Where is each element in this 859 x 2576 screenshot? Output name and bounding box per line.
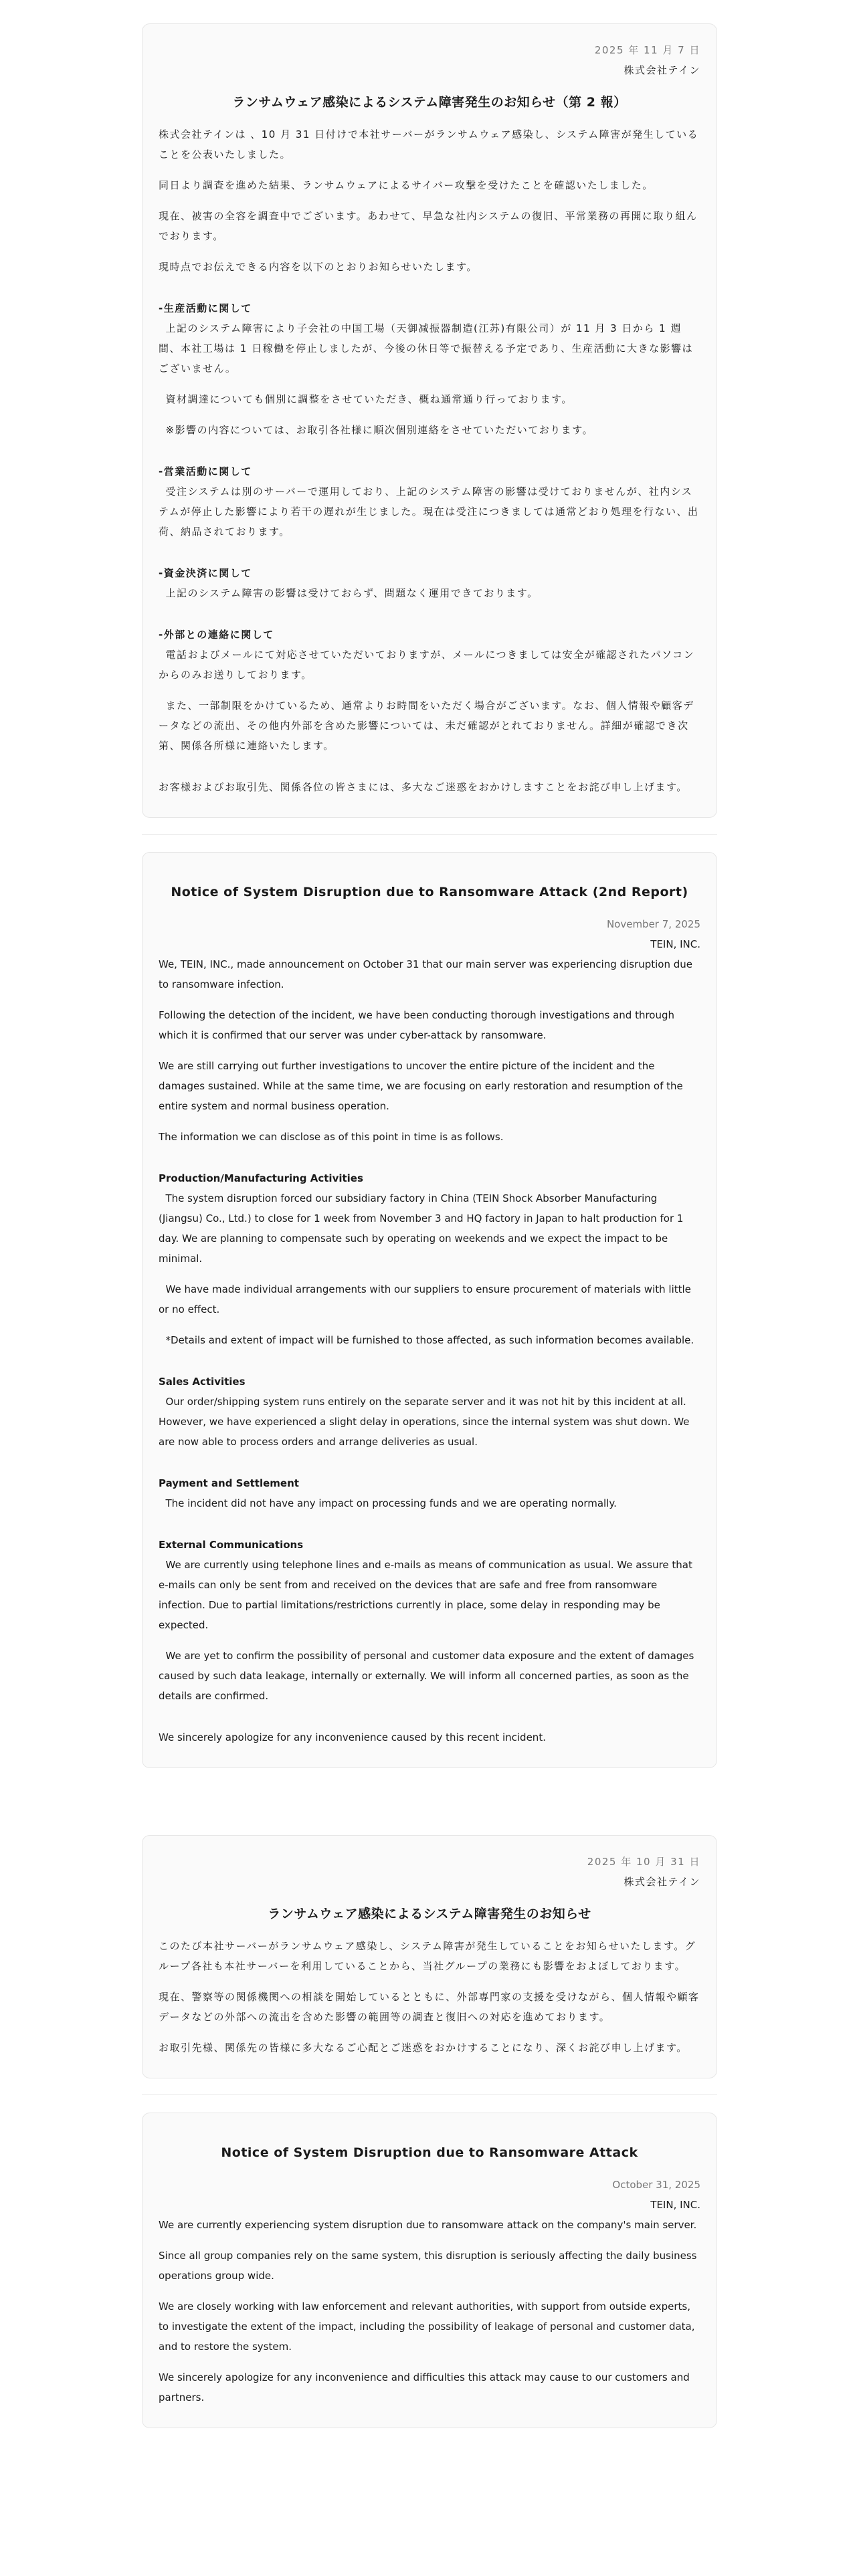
notice-card-ja — [142, 23, 717, 818]
notice-date: October 31, 2025 — [612, 2179, 700, 2191]
notice-section — [159, 1535, 700, 1706]
section-heading: External Communications — [159, 1539, 304, 1551]
intro-paragraph: We sincerely apologize for any inconvenience and difficulties this attack may cause to our customers and partners. — [159, 2371, 690, 2403]
notice-date: 2025 年 11 月 7 日 — [594, 44, 700, 56]
section-paragraph: We have made individual arrangements with our suppliers to ensure procurement of materials with little or no effect. — [159, 1283, 691, 1315]
notice-date: November 7, 2025 — [606, 918, 700, 930]
company-name: TEIN, INC. — [650, 2199, 700, 2211]
notices-page — [142, 0, 717, 2428]
section-paragraph: The system disruption forced our subsidiary factory in China (TEIN Shock Absorber Manufacturing (Jiangsu) Co., Ltd.) to close for 1 week from November 3 and HQ factory in Japan to halt production for 1 day. We are planning to compensate such by operating on weekends and we expect the impact to be minimal. — [159, 1192, 684, 1265]
notice-title: Notice of System Disruption due to Ransomware Attack (2nd Report) — [171, 885, 688, 899]
intro-paragraph: 株式会社テインは 、10 月 31 日付けで本社サーバーがランサムウェア感染し、システム障害が発生していることを公表いたしました。 — [159, 128, 699, 160]
intro-paragraph: The information we can disclose as of this point in time is as follows. — [159, 1131, 504, 1143]
intro-paragraph: We are closely working with law enforcement and relevant authorities, with support from outside experts, to investigate the extent of the impact, including the possibility of leakage of personal and customer data, and to restore the system. — [159, 2300, 695, 2353]
section-paragraph: 電話およびメールにて対応させていただいておりますが、メールにつきましては安全が確認されたパソコンからのみお送りしております。 — [159, 649, 695, 681]
section-heading: -営業活動に関して — [159, 465, 252, 477]
company-name: 株式会社テイン — [624, 64, 700, 76]
notice-title: Notice of System Disruption due to Ransomware Attack — [221, 2145, 638, 2160]
intro-paragraph: このたび本社サーバーがランサムウェア感染し、システム障害が発生していることをお知らせいたします。グループ各社も本社サーバーを利用していることから、当社グループの業務にも影響をおよぼしております。 — [159, 1940, 696, 1972]
notice-section — [159, 298, 700, 440]
section-paragraph: The incident did not have any impact on processing funds and we are operating normally. — [165, 1497, 617, 1509]
closing-paragraph: お客様およびお取引先、関係各位の皆さまには、多大なご迷惑をおかけしますことをお詫び申し上げます。 — [159, 781, 688, 793]
section-heading: -資金決済に関して — [159, 567, 252, 579]
section-paragraph: 受注システムは別のサーバーで運用しており、上記のシステム障害の影響は受けておりませんが、社内システムが停止した影響により若干の遅れが生じました。現在は受注につきましては通常どおり処理を行ない、出荷、納品されております。 — [159, 486, 699, 538]
notice-meta — [159, 1852, 700, 1892]
closing-paragraph: We sincerely apologize for any inconvenience caused by this recent incident. — [159, 1731, 546, 1743]
notice-section — [159, 1473, 700, 1513]
intro-paragraph: Following the detection of the incident, we have been conducting thorough investigations and through which it is confirmed that our server was under cyber-attack by ransomware. — [159, 1009, 675, 1041]
notice-section — [159, 1168, 700, 1350]
notice-meta — [159, 40, 700, 80]
notice-section — [159, 461, 700, 542]
section-heading: Payment and Settlement — [159, 1477, 299, 1489]
notice-card-en — [142, 852, 717, 1768]
notice-title: ランサムウェア感染によるシステム障害発生のお知らせ — [268, 1907, 591, 1921]
notice-title: ランサムウェア感染によるシステム障害発生のお知らせ（第 2 報） — [232, 95, 627, 110]
section-paragraph: 上記のシステム障害により子会社の中国工場（天御减振器制造(江苏)有限公司）が 11 月 3 日から 1 週間、本社工場は 1 日稼働を停止しましたが、今後の休日等で振替える予定であり、生産活動に大きな影響はございません。 — [159, 322, 694, 374]
notice-date: 2025 年 10 月 31 日 — [587, 1856, 700, 1868]
section-paragraph: We are yet to confirm the possibility of personal and customer data exposure and the extent of damages caused by such data leakage, internally or externally. We will inform all concerned parties, as soon as the details are confirmed. — [159, 1650, 694, 1702]
divider — [142, 834, 717, 835]
notice-section — [159, 1372, 700, 1452]
notice-card-ja — [142, 1835, 717, 2078]
section-paragraph: また、一部制限をかけているため、通常よりお時間をいただく場合がございます。なお、個人情報や顧客データなどの流出、その他内外部を含めた影響については、未だ確認がとれておりません。詳細が確認でき次第、関係各所様に連絡いたします。 — [159, 700, 694, 752]
notice-meta — [159, 914, 700, 954]
section-heading: -生産活動に関して — [159, 302, 252, 314]
notice-card-en — [142, 2113, 717, 2428]
section-paragraph: We are currently using telephone lines and e-mails as means of communication as usual. We assure that e-mails can only be sent from and received on the devices that are safe and free from ransomware infection. Due to partial limitations/restrictions currently in place, some delay in responding may be expected. — [159, 1559, 692, 1631]
intro-paragraph: 同日より調査を進めた結果、ランサムウェアによるサイバー攻撃を受けたことを確認いたしました。 — [159, 179, 654, 191]
intro-paragraph: お取引先様、関係先の皆様に多大なるご心配とご迷惑をおかけすることになり、深くお詫び申し上げます。 — [159, 2042, 688, 2054]
section-paragraph: ※影響の内容については、お取引各社様に順次個別連絡をさせていただいております。 — [165, 424, 594, 436]
intro-paragraph: We, TEIN, INC., made announcement on October 31 that our main server was experiencing disruption due to ransomware infection. — [159, 958, 692, 990]
spacer — [142, 1768, 717, 1835]
intro-paragraph: We are currently experiencing system disruption due to ransomware attack on the company's main server. — [159, 2219, 697, 2231]
intro-paragraph: 現時点でお伝えできる内容を以下のとおりお知らせいたします。 — [159, 261, 478, 273]
section-paragraph: *Details and extent of impact will be furnished to those affected, as such information becomes available. — [165, 1334, 694, 1346]
notice-meta — [159, 2175, 700, 2215]
intro-paragraph: 現在、警察等の関係機関への相談を開始しているとともに、外部専門家の支援を受けながら、個人情報や顧客データなどの外部への流出を含めた影響の範囲等の調査と復旧への対応を進めております。 — [159, 1991, 700, 2023]
section-paragraph: Our order/shipping system runs entirely on the separate server and it was not hit by this incident at all. However, we have experienced a slight delay in operations, since the internal system was shut down. We are now able to process orders and arrange deliveries as usual. — [159, 1396, 690, 1448]
section-heading: Production/Manufacturing Activities — [159, 1172, 363, 1184]
section-paragraph: 上記のシステム障害の影響は受けておらず、問題なく運用できております。 — [165, 587, 539, 599]
company-name: TEIN, INC. — [650, 938, 700, 950]
intro-paragraph: 現在、被害の全容を調査中でございます。あわせて、早急な社内システムの復旧、平常業務の再開に取り組んでおります。 — [159, 210, 698, 242]
notice-section — [159, 563, 700, 603]
notice-section — [159, 625, 700, 756]
section-paragraph: 資材調達についても個別に調整をさせていただき、概ね通常通り行っております。 — [165, 393, 573, 405]
section-heading: -外部との連絡に関して — [159, 629, 274, 641]
company-name: 株式会社テイン — [624, 1876, 700, 1888]
section-heading: Sales Activities — [159, 1376, 246, 1388]
intro-paragraph: Since all group companies rely on the same system, this disruption is seriously affecting the daily business operations group wide. — [159, 2250, 697, 2282]
intro-paragraph: We are still carrying out further investigations to uncover the entire picture of the incident and the damages sustained. While at the same time, we are focusing on early restoration and resumption of the entire system and normal business operation. — [159, 1060, 683, 1112]
